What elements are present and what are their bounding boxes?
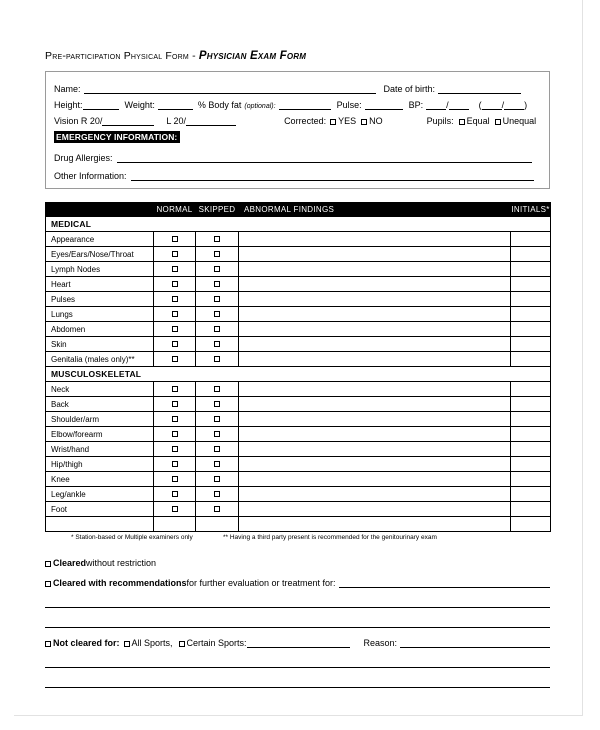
dob-label: Date of birth:	[383, 84, 436, 94]
normal-checkbox[interactable]	[172, 431, 178, 437]
exam-item-label: Wrist/hand	[46, 442, 154, 457]
pupils-equal-checkbox[interactable]	[459, 119, 465, 125]
table-row	[46, 307, 551, 322]
table-footnotes	[45, 534, 550, 548]
skipped-cell	[196, 487, 239, 502]
initials-input[interactable]	[511, 337, 551, 352]
cleared-with-recommendations-row	[45, 577, 550, 588]
exam-item-label: Knee	[46, 472, 154, 487]
reason-input[interactable]	[400, 637, 550, 648]
skipped-cell	[196, 397, 239, 412]
emergency-heading: EMERGENCY INFORMATION:	[54, 131, 180, 143]
normal-checkbox[interactable]	[172, 356, 178, 362]
skipped-checkbox[interactable]	[214, 356, 220, 362]
initials-input[interactable]	[511, 472, 551, 487]
exam-item-label: Heart	[46, 277, 154, 292]
initials-input[interactable]	[511, 502, 551, 517]
skipped-cell	[196, 442, 239, 457]
trailing-cell[interactable]	[239, 517, 511, 532]
height-label: Height:	[54, 100, 83, 110]
emergency-section	[54, 126, 541, 181]
header-abnormal-findings: ABNORMAL FINDINGS	[239, 203, 511, 217]
header-initials: INITIALS*	[511, 203, 551, 217]
initials-input[interactable]	[511, 382, 551, 397]
normal-checkbox[interactable]	[172, 326, 178, 332]
exam-item-label: Neck	[46, 382, 154, 397]
cleared-without-restriction-row	[45, 558, 550, 568]
physical-exam-table	[45, 202, 551, 532]
normal-checkbox[interactable]	[172, 236, 178, 242]
skipped-cell	[196, 292, 239, 307]
certain-sports-checkbox[interactable]	[179, 641, 185, 647]
exam-item-label: Eyes/Ears/Nose/Throat	[46, 247, 154, 262]
normal-checkbox[interactable]	[172, 266, 178, 272]
normal-cell	[154, 292, 196, 307]
pupils-equal-label: Equal	[466, 116, 490, 126]
initials-input[interactable]	[511, 292, 551, 307]
table-row	[46, 502, 551, 517]
initials-input[interactable]	[511, 487, 551, 502]
footnote-two: ** Having a third party present is recommended for the genitourinary exam	[223, 534, 437, 541]
normal-cell	[154, 262, 196, 277]
trailing-cell[interactable]	[154, 517, 196, 532]
table-row	[46, 487, 551, 502]
pupils-unequal-label: Unequal	[502, 116, 537, 126]
exam-item-label: Shoulder/arm	[46, 412, 154, 427]
skipped-checkbox[interactable]	[214, 251, 220, 257]
abnormal-findings-input[interactable]	[239, 307, 511, 322]
table-row	[46, 472, 551, 487]
initials-input[interactable]	[511, 442, 551, 457]
recommendations-line-3[interactable]	[45, 617, 550, 628]
abnormal-findings-input[interactable]	[239, 247, 511, 262]
normal-cell	[154, 232, 196, 247]
skipped-checkbox[interactable]	[214, 266, 220, 272]
weight-label: Weight:	[124, 100, 155, 110]
vision-right-label: Vision R 20/	[54, 116, 103, 126]
skipped-cell	[196, 427, 239, 442]
normal-cell	[154, 412, 196, 427]
initials-input[interactable]	[511, 247, 551, 262]
table-row	[46, 457, 551, 472]
bp-paren-close: )	[524, 100, 528, 110]
all-sports-label: All Sports,	[131, 638, 173, 648]
bp-diastolic-input[interactable]	[449, 99, 469, 110]
skipped-cell	[196, 322, 239, 337]
vision-left-label: L 20/	[166, 116, 187, 126]
corrected-yes-checkbox[interactable]	[330, 119, 336, 125]
skipped-checkbox[interactable]	[214, 506, 220, 512]
corrected-yes-label: YES	[338, 116, 357, 126]
weight-input[interactable]	[158, 99, 193, 110]
exam-item-label: Foot	[46, 502, 154, 517]
normal-cell	[154, 277, 196, 292]
title-emphasis: Physician Exam Form	[198, 50, 307, 62]
normal-cell	[154, 382, 196, 397]
initials-input[interactable]	[511, 457, 551, 472]
normal-cell	[154, 442, 196, 457]
page-title	[45, 50, 550, 62]
other-information-input[interactable]	[131, 170, 534, 181]
table-row	[46, 292, 551, 307]
normal-cell	[154, 457, 196, 472]
skipped-cell	[196, 457, 239, 472]
not-cleared-line-3[interactable]	[45, 677, 550, 688]
table-row	[46, 382, 551, 397]
abnormal-findings-input[interactable]	[239, 292, 511, 307]
skipped-checkbox[interactable]	[214, 446, 220, 452]
exam-item-label: Pulses	[46, 292, 154, 307]
exam-section-title: MUSCULOSKELETAL	[46, 367, 551, 382]
abnormal-findings-input[interactable]	[239, 442, 511, 457]
normal-cell	[154, 397, 196, 412]
certain-sports-label: Certain Sports:	[186, 638, 247, 648]
drug-allergies-line	[54, 152, 541, 163]
exam-item-label: Lungs	[46, 307, 154, 322]
abnormal-findings-input[interactable]	[239, 397, 511, 412]
dob-input[interactable]	[438, 83, 521, 94]
normal-checkbox[interactable]	[172, 461, 178, 467]
abnormal-findings-input[interactable]	[239, 352, 511, 367]
name-input[interactable]	[84, 83, 376, 94]
exam-item-label: Genitalia (males only)**	[46, 352, 154, 367]
skipped-cell	[196, 307, 239, 322]
bp-slash: /	[446, 100, 449, 110]
skipped-checkbox[interactable]	[214, 281, 220, 287]
certain-sports-input[interactable]	[247, 637, 350, 648]
corrected-label: Corrected:	[284, 116, 327, 126]
normal-checkbox[interactable]	[172, 281, 178, 287]
bp-systolic-input[interactable]	[426, 99, 446, 110]
header-skipped: SKIPPED	[196, 203, 239, 217]
skipped-checkbox[interactable]	[214, 326, 220, 332]
normal-cell	[154, 472, 196, 487]
name-label: Name:	[54, 84, 81, 94]
cleared-label-rest: without restriction	[86, 558, 157, 568]
abnormal-findings-input[interactable]	[239, 457, 511, 472]
cleared-with-recommendations-checkbox[interactable]	[45, 581, 51, 587]
initials-input[interactable]	[511, 427, 551, 442]
skipped-checkbox[interactable]	[214, 401, 220, 407]
skipped-checkbox[interactable]	[214, 491, 220, 497]
not-cleared-label: Not cleared for:	[53, 638, 120, 648]
skipped-cell	[196, 472, 239, 487]
skipped-checkbox[interactable]	[214, 386, 220, 392]
abnormal-findings-input[interactable]	[239, 472, 511, 487]
cleared-rec-label-bold: Cleared with recommendations	[52, 578, 187, 588]
normal-checkbox[interactable]	[172, 386, 178, 392]
abnormal-findings-input[interactable]	[239, 262, 511, 277]
header-blank-cell	[46, 203, 154, 217]
initials-input[interactable]	[511, 352, 551, 367]
vision-right-input[interactable]	[102, 115, 154, 126]
pulse-label: Pulse:	[336, 100, 362, 110]
exam-section-header	[46, 367, 551, 382]
normal-cell	[154, 487, 196, 502]
table-row	[46, 277, 551, 292]
pupils-unequal-checkbox[interactable]	[495, 119, 501, 125]
footnote-one: * Station-based or Multiple examiners only	[71, 534, 193, 541]
exam-item-label: Lymph Nodes	[46, 262, 154, 277]
abnormal-findings-input[interactable]	[239, 277, 511, 292]
not-cleared-row	[45, 637, 550, 648]
table-row	[46, 442, 551, 457]
skipped-cell	[196, 247, 239, 262]
initials-input[interactable]	[511, 277, 551, 292]
skipped-checkbox[interactable]	[214, 431, 220, 437]
drug-allergies-input[interactable]	[117, 152, 532, 163]
patient-info-box	[45, 71, 550, 189]
exam-item-label: Abdomen	[46, 322, 154, 337]
skipped-checkbox[interactable]	[214, 341, 220, 347]
exam-table-header-row	[46, 203, 551, 217]
pupils-label: Pupils:	[426, 116, 454, 126]
abnormal-findings-input[interactable]	[239, 487, 511, 502]
trailing-cell[interactable]	[46, 517, 154, 532]
skipped-cell	[196, 232, 239, 247]
normal-checkbox[interactable]	[172, 311, 178, 317]
reason-label: Reason:	[363, 638, 398, 648]
vision-line	[54, 110, 541, 126]
table-row	[46, 412, 551, 427]
table-row	[46, 247, 551, 262]
table-row	[46, 322, 551, 337]
exam-item-label: Elbow/forearm	[46, 427, 154, 442]
normal-checkbox[interactable]	[172, 296, 178, 302]
table-row	[46, 337, 551, 352]
body-fat-input[interactable]	[279, 99, 331, 110]
abnormal-findings-input[interactable]	[239, 412, 511, 427]
skipped-cell	[196, 382, 239, 397]
skipped-cell	[196, 412, 239, 427]
table-row	[46, 352, 551, 367]
skipped-checkbox[interactable]	[214, 416, 220, 422]
document-page	[14, 0, 583, 716]
normal-checkbox[interactable]	[172, 341, 178, 347]
initials-input[interactable]	[511, 262, 551, 277]
pulse-input[interactable]	[365, 99, 403, 110]
skipped-checkbox[interactable]	[214, 311, 220, 317]
skipped-checkbox[interactable]	[214, 236, 220, 242]
initials-input[interactable]	[511, 322, 551, 337]
normal-checkbox[interactable]	[172, 506, 178, 512]
abnormal-findings-input[interactable]	[239, 337, 511, 352]
normal-checkbox[interactable]	[172, 401, 178, 407]
cleared-rec-input[interactable]	[339, 577, 550, 588]
other-information-label: Other Information:	[54, 171, 127, 181]
normal-cell	[154, 307, 196, 322]
normal-checkbox[interactable]	[172, 491, 178, 497]
normal-cell	[154, 337, 196, 352]
skipped-cell	[196, 262, 239, 277]
name-dob-line	[54, 78, 541, 94]
normal-checkbox[interactable]	[172, 476, 178, 482]
bp-paren-slash: /	[501, 100, 505, 110]
other-information-line	[54, 170, 541, 181]
normal-checkbox[interactable]	[172, 446, 178, 452]
skipped-cell	[196, 352, 239, 367]
skipped-cell	[196, 502, 239, 517]
normal-cell	[154, 427, 196, 442]
clearance-section	[45, 558, 550, 688]
trailing-cell[interactable]	[196, 517, 239, 532]
cleared-label-bold: Cleared	[53, 558, 87, 568]
bp-alt-diastolic-input[interactable]	[501, 99, 524, 110]
normal-checkbox[interactable]	[172, 251, 178, 257]
normal-cell	[154, 502, 196, 517]
abnormal-findings-input[interactable]	[239, 502, 511, 517]
header-normal: NORMAL	[154, 203, 196, 217]
table-row	[46, 397, 551, 412]
exam-item-label: Leg/ankle	[46, 487, 154, 502]
cleared-rec-label-rest: for further evaluation or treatment for:	[186, 578, 336, 588]
body-fat-label: % Body fat	[197, 100, 242, 110]
skipped-cell	[196, 277, 239, 292]
title-prefix: Pre-participation Physical Form -	[45, 50, 199, 62]
not-cleared-line-2[interactable]	[45, 657, 550, 668]
table-trailing-row	[46, 517, 551, 532]
corrected-no-label: NO	[369, 116, 383, 126]
normal-cell	[154, 352, 196, 367]
bp-label: BP:	[408, 100, 424, 110]
body-fat-note: (optional):	[244, 103, 276, 110]
trailing-cell[interactable]	[511, 517, 551, 532]
cleared-checkbox[interactable]	[45, 561, 51, 567]
table-row	[46, 232, 551, 247]
abnormal-findings-input[interactable]	[239, 232, 511, 247]
normal-checkbox[interactable]	[172, 416, 178, 422]
corrected-no-checkbox[interactable]	[361, 119, 367, 125]
not-cleared-block	[45, 637, 550, 688]
recommendations-line-2[interactable]	[45, 597, 550, 608]
abnormal-findings-input[interactable]	[239, 427, 511, 442]
skipped-checkbox[interactable]	[214, 296, 220, 302]
initials-input[interactable]	[511, 232, 551, 247]
all-sports-checkbox[interactable]	[124, 641, 130, 647]
bp-alt-systolic-input[interactable]	[482, 99, 502, 110]
initials-input[interactable]	[511, 307, 551, 322]
exam-item-label: Hip/thigh	[46, 457, 154, 472]
skipped-checkbox[interactable]	[214, 461, 220, 467]
exam-section-title: MEDICAL	[46, 217, 551, 232]
initials-input[interactable]	[511, 397, 551, 412]
height-input[interactable]	[83, 99, 119, 110]
exam-section-header	[46, 217, 551, 232]
abnormal-findings-input[interactable]	[239, 382, 511, 397]
initials-input[interactable]	[511, 412, 551, 427]
abnormal-findings-input[interactable]	[239, 322, 511, 337]
table-row	[46, 262, 551, 277]
vision-left-input[interactable]	[186, 115, 236, 126]
not-cleared-checkbox[interactable]	[45, 641, 51, 647]
normal-cell	[154, 247, 196, 262]
bp-paren-open: (	[478, 100, 482, 110]
exam-item-label: Back	[46, 397, 154, 412]
height-weight-line	[54, 94, 541, 110]
form-sheet	[45, 50, 550, 697]
table-row	[46, 427, 551, 442]
exam-item-label: Skin	[46, 337, 154, 352]
skipped-cell	[196, 337, 239, 352]
skipped-checkbox[interactable]	[214, 476, 220, 482]
normal-cell	[154, 322, 196, 337]
drug-allergies-label: Drug Allergies:	[54, 153, 113, 163]
exam-item-label: Appearance	[46, 232, 154, 247]
